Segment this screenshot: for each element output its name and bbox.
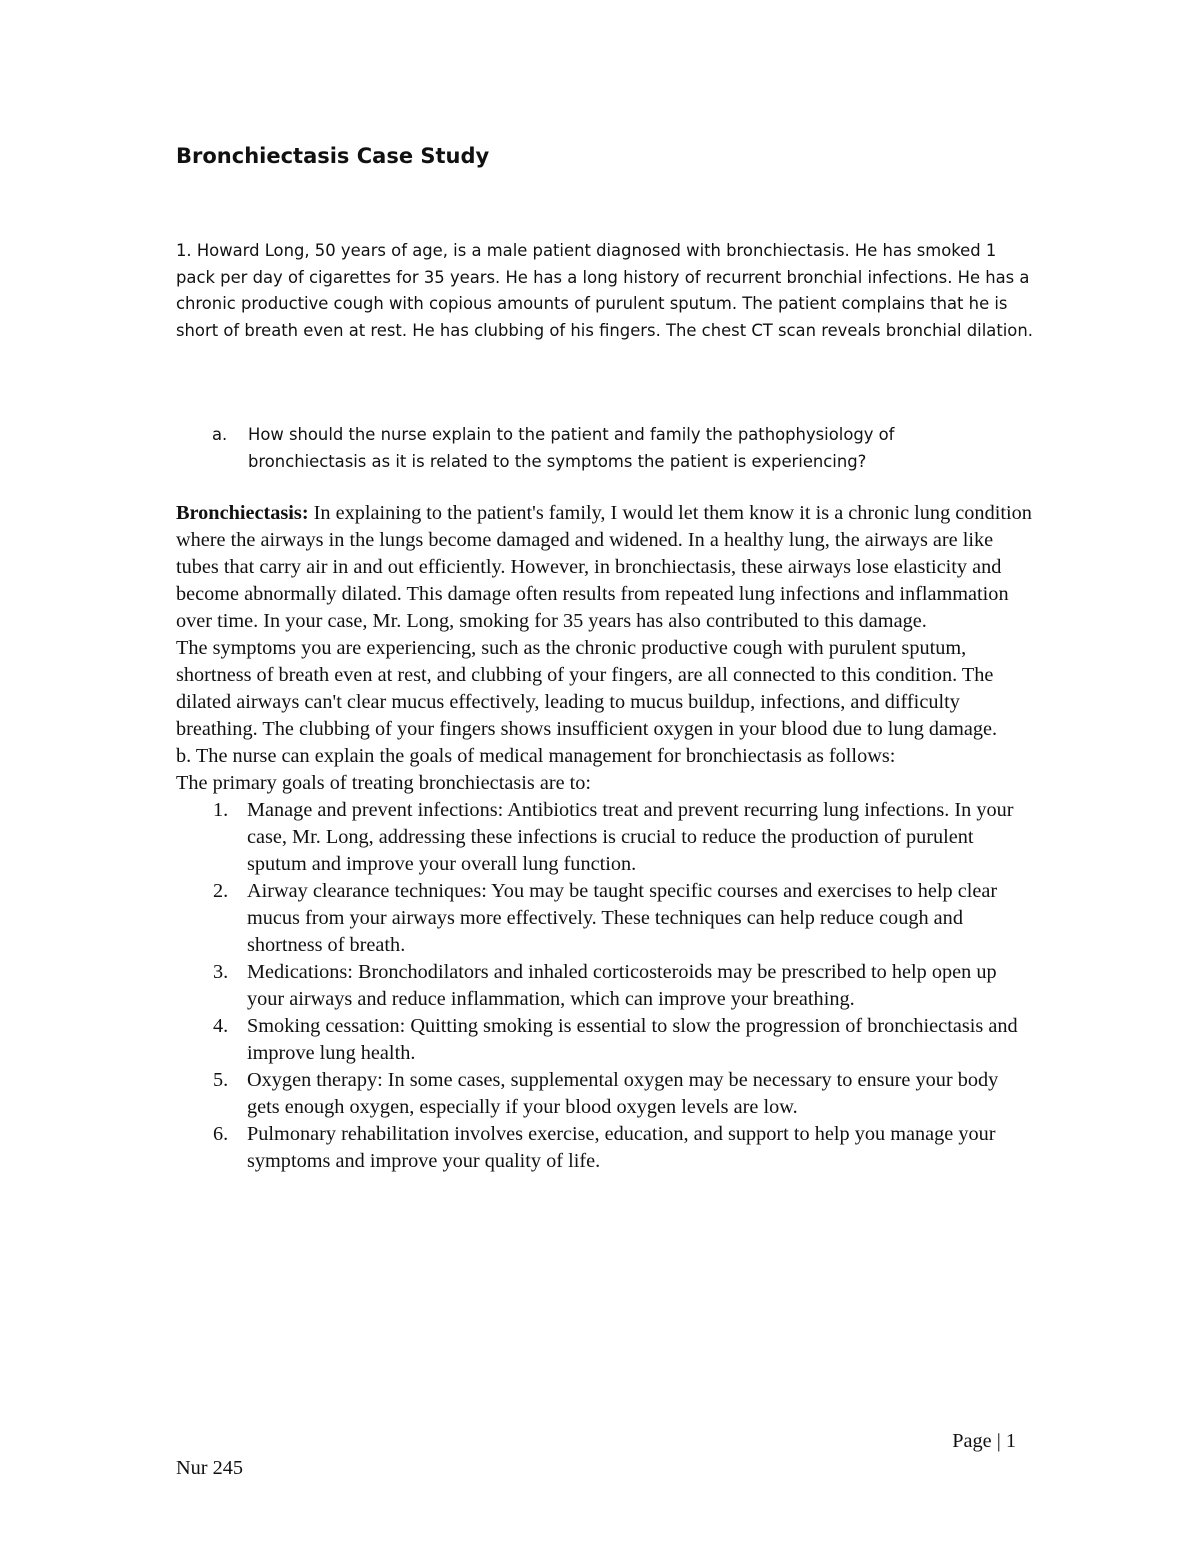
goal-number: 5. bbox=[213, 1069, 229, 1091]
goal-item bbox=[176, 1013, 1036, 1067]
answer-paragraph-4: The primary goals of treating bronchiectasis are to: bbox=[176, 772, 592, 794]
goal-item bbox=[176, 959, 1036, 1013]
goal-text: Pulmonary rehabilitation involves exercise, education, and support to help you manage your symptoms and improve your quality of life. bbox=[247, 1123, 996, 1172]
page-number: Page | 1 bbox=[952, 1430, 1016, 1452]
goal-item bbox=[176, 797, 1036, 878]
goal-text: Airway clearance techniques: You may be taught specific courses and exercises to help clear mucus from your airways more effectively. These techniques can help reduce cough and shortness of breath. bbox=[247, 880, 998, 956]
goal-item bbox=[176, 1067, 1036, 1121]
answer-section bbox=[176, 500, 1036, 1175]
goal-number: 4. bbox=[213, 1015, 229, 1037]
answer-paragraph-3: b. The nurse can explain the goals of medical management for bronchiectasis as follows: bbox=[176, 745, 896, 767]
goal-text: Medications: Bronchodilators and inhaled corticosteroids may be prescribed to help open up your airways and reduce inflammation, which can improve your breathing. bbox=[247, 961, 997, 1010]
goal-item bbox=[176, 1121, 1036, 1175]
goal-number: 3. bbox=[213, 961, 229, 983]
goal-number: 6. bbox=[213, 1123, 229, 1145]
goal-text: Smoking cessation: Quitting smoking is essential to slow the progression of bronchiectasis and improve lung health. bbox=[247, 1015, 1018, 1064]
answer-paragraph-2: The symptoms you are experiencing, such as the chronic productive cough with purulent sputum, shortness of breath even at rest, and clubbing of your fingers, are all connected to this condition. The dilated airways can't clear mucus effectively, leading to mucus buildup, infections, and difficulty breathing. The clubbing of your fingers shows insufficient oxygen in your blood due to lung damage. bbox=[176, 637, 998, 740]
question-a-marker: a. bbox=[212, 425, 228, 444]
document-title: Bronchiectasis Case Study bbox=[176, 144, 490, 168]
goal-item bbox=[176, 878, 1036, 959]
case-description: 1. Howard Long, 50 years of age, is a male patient diagnosed with bronchiectasis. He has smoked 1 pack per day of cigarettes for 35 years. He has a long history of recurrent bronchial infections. He has a chronic productive cough with copious amounts of purulent sputum. The patient complains that he is short of breath even at rest. He has clubbing of his fingers. The chest CT scan reveals bronchial dilation. bbox=[176, 241, 1033, 341]
question-a-text: How should the nurse explain to the patient and family the pathophysiology of bronchiectasis as it is related to the symptoms the patient is experiencing? bbox=[248, 425, 895, 471]
answer-term: Bronchiectasis: bbox=[176, 502, 309, 524]
answer-paragraph-1-text: In explaining to the patient's family, I would let them know it is a chronic lung condition where the airways in the lungs become damaged and widened. In a healthy lung, the airways are like tubes that carry air in and out efficiently. However, in bronchiectasis, these airways lose elasticity and become abnormally dilated. This damage often results from repeated lung infections and inflammation over time. In your case, Mr. Long, smoking for 35 years has also contributed to this damage. bbox=[176, 502, 1032, 632]
goal-number: 1. bbox=[213, 799, 229, 821]
goal-number: 2. bbox=[213, 880, 229, 902]
goal-text: Oxygen therapy: In some cases, supplemental oxygen may be necessary to ensure your body gets enough oxygen, especially if your blood oxygen levels are low. bbox=[247, 1069, 999, 1118]
course-code: Nur 245 bbox=[176, 1457, 244, 1479]
question-a bbox=[212, 422, 1012, 475]
goals-list bbox=[176, 797, 1036, 1175]
answer-paragraph-1 bbox=[176, 500, 1036, 635]
goal-text: Manage and prevent infections: Antibiotics treat and prevent recurring lung infections. In your case, Mr. Long, addressing these infections is crucial to reduce the production of purulent sputum and improve your overall lung function. bbox=[247, 799, 1014, 875]
